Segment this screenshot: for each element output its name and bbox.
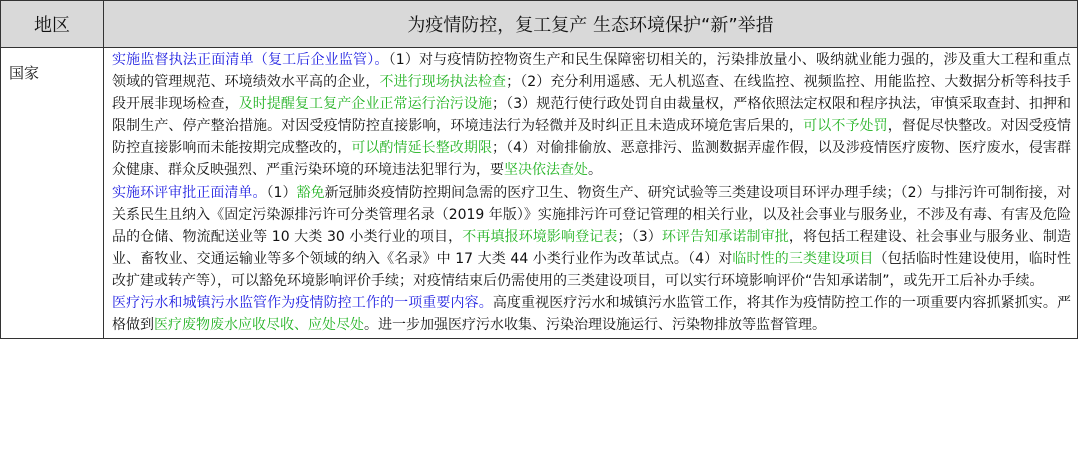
body-text: ；（3） [617,228,662,245]
paragraph-eia-approval [112,182,1071,292]
body-text: ，将包括工程建设、社会事业与服务业、制造业、畜牧业、交通运输业等多个领域的纳入《名录》中 17 大类 44 小类行业作为改革试点。（4）对 [112,228,1072,267]
body-text: 。进一步加强医疗污水收集、污染治理设施运行、污染物排放等监督管理。 [364,317,826,334]
body-text: （1）对与疫情防控物资生产和民生保障密切相关的，污染排放量小、吸纳就业能力强的，涉及重大工程和重点领域的管理规范、环境绩效水平高的企业， [112,52,1072,91]
highlight-text: 医疗废物废水应收尽收、应处尽处 [154,317,364,334]
measure-heading: 实施监督执法正面清单（复工后企业监管）。 [112,52,389,68]
table-row [1,48,1078,339]
highlight-text: 及时提醒复工复产企业正常运行治污设施 [238,96,493,113]
highlight-text: 环评告知承诺制审批 [661,228,789,245]
body-text: （包括临时性建设使用，临时性改扩建或转产等），可以豁免环境影响评价手续；对疫情结束后仍需使用的三类建设项目，可以实行环境影响评价“告知承诺制”，或先开工后补办手续。 [112,250,1072,289]
header-region: 地区 [1,1,104,48]
region-cell: 国家 [1,48,104,339]
body-text: ；（3）规范行使行政处罚自由裁量权，严格依照法定权限和程序执法，审慎采取查封、扣押和限制生产、停产整治措施。对因受疫情防控直接影响，环境违法行为轻微并及时纠正且未造成环境危害后果的， [112,96,1072,135]
paragraph-wastewater [112,292,1071,336]
measure-heading: 医疗污水和城镇污水监管作为疫情防控工作的一项重要内容。 [112,295,493,312]
body-text: 。 [588,162,602,179]
measure-heading: 实施环评审批正面清单。 [112,184,267,201]
highlight-text: 可以酌情延长整改期限 [351,140,493,157]
highlight-text: 坚决依法查处 [504,162,588,179]
highlight-text: 不进行现场执法检查 [379,74,507,91]
body-text: （1） [266,184,297,201]
measures-cell [104,48,1078,339]
table-header-row [1,1,1078,48]
body-text: ；（2）充分利用遥感、无人机巡查、在线监控、视频监控、用能监控、大数据分析等科技手段开展非现场检查， [112,74,1072,113]
header-measures: 为疫情防控，复工复产 生态环境保护“新”举措 [104,1,1078,48]
highlight-text: 可以不予处罚 [803,118,888,135]
highlight-text: 豁免 [296,184,325,201]
body-text: 新冠肺炎疫情防控期间急需的医疗卫生、物资生产、研究试验等三类建设项目环评办理手续；（2）与排污许可制衔接，对关系民生且纳入《固定污染源排污许可分类管理名录（2019 年版）》实施排污许可登记管理的相关行业，以及社会事业与服务业，不涉及有毒、有害及危险品的仓储、物流配送业等 10 大类 30 小类行业的项目， [112,184,1071,245]
body-text: ，督促尽快整改。对因受疫情防控直接影响而未能按期完成整改的， [112,118,1072,157]
body-text: ；（4）对偷排偷放、恶意排污、监测数据弄虚作假，以及涉疫情医疗废物、医疗废水，侵害群众健康、群众反映强烈、严重污染环境的环境违法犯罪行为，要 [112,140,1072,179]
highlight-text: 不再填报环境影响登记表 [462,228,618,245]
highlight-text: 临时性的三类建设项目 [732,250,874,267]
body-text: 高度重视医疗污水和城镇污水监管工作，将其作为疫情防控工作的一项重要内容抓紧抓实。严格做到 [112,295,1072,334]
paragraph-enforcement [112,49,1071,182]
